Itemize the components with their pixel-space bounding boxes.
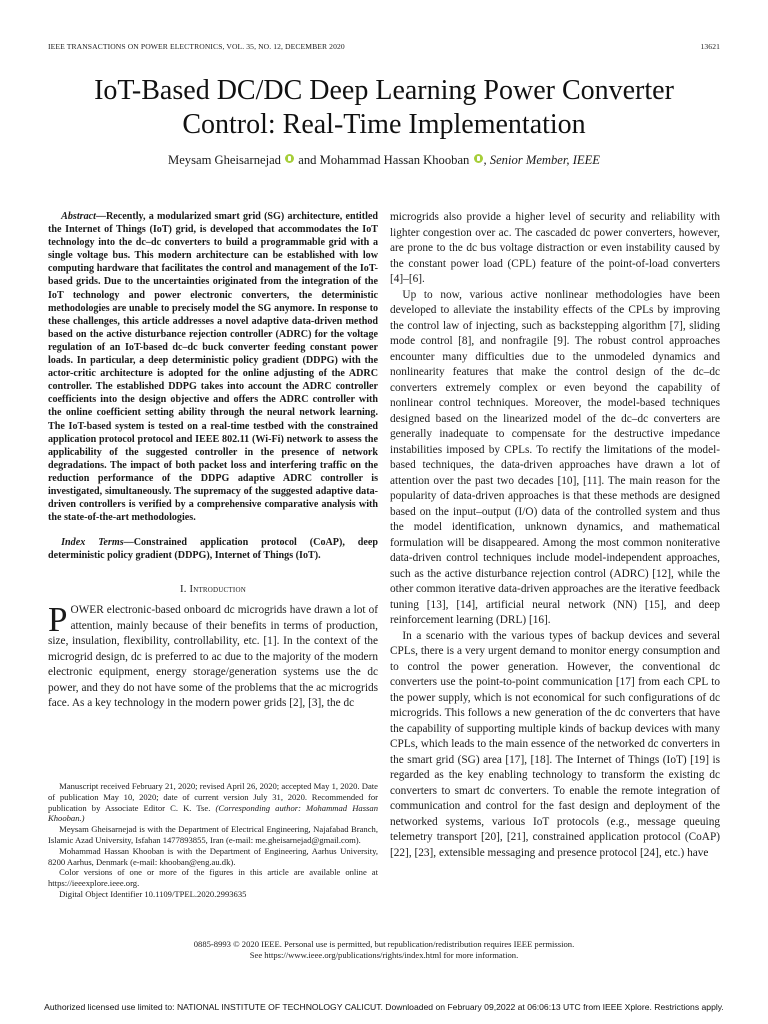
- section-number: I.: [180, 584, 187, 596]
- author-connector: and: [298, 153, 317, 167]
- footnote-doi: Digital Object Identifier 10.1109/TPEL.2020.2993635: [59, 888, 247, 899]
- abstract: [48, 210, 378, 524]
- footnotes: [48, 781, 378, 900]
- intro-paragraph-1: [48, 600, 378, 712]
- footnote-manuscript-text: Manuscript received February 21, 2020; revised April 26, 2020; accepted May 1, 2020. Date of publication May 10, 2020; date of current version July 31, 2020. Recommended for publication by Associate Editor C. K. Tse.: [48, 781, 378, 813]
- paper-title: [40, 74, 728, 142]
- abstract-body: —Recently, a modularized smart grid (SG) architecture, entitled the Internet of Things (IoT) grid, is developed that accommodates the IoT technology into the dc–dc converters to build a programmable grid with a single voltage bus. This modern architecture can be established with low computing hardware that facilitates the control and management of the IoT-based grids. Due to the uncertainties originated from the integration of the IoT technology and power electronic converters, the deterministic methodologies are unable to precisely model the SG anymore. In response to these challenges, this article addresses a novel adaptive data-driven method based on the active disturbance rejection controller (ADRC) for the voltage regulation of an IoT-based dc–dc buck converter feeding constant power loads. In particular, a deep deterministic policy gradient (DDPG) with the actor-critic architecture is adopted for the online adjusting of the ADRC controller. The established DDPG takes into account the ADRC controller coefficients into the design objective and offers the ADRC controller with the online coefficient setting ability through the neural network learning. The IoT-based system is tested on a real-time testbed with the constrained application protocol protocol and IEEE 802.11 (Wi-Fi) network to assess the applicability of the suggested controller in the presence of network degradations. The impact of both packet loss and interfering traffic on the reduction performance of the DDPG adaptive ADRC controller is investigated, simultaneously. The supremacy of the suggested adaptive data-driven controllers is verified by a comprehensive comparative analysis with the state-of-the-art methodologies.: [48, 211, 378, 524]
- section-heading: [48, 584, 378, 595]
- footnote-author-1: Meysam Gheisarnejad is with the Department of Electrical Engineering, Najafabad Branch, Islamic Azad University, Isfahan 1477893855, Iran (e-mail: me.gheisarnejad@gmail.com).: [48, 824, 378, 845]
- footnote-corresponding-author: (Corresponding author: Mohammad Hassan Khooban.): [48, 802, 378, 824]
- copyright-line-2: See https://www.ieee.org/publications/rights/index.html for more information.: [249, 950, 519, 960]
- orcid-icon[interactable]: [285, 154, 294, 163]
- footnote-color-versions: Color versions of one or more of the figures in this article are available online at https://ieeexplore.ieee.org.: [48, 867, 378, 889]
- abstract-label: Abstract: [61, 211, 96, 222]
- author-line: [40, 152, 728, 168]
- author-1-name: Meysam Gheisarnejad: [168, 153, 281, 167]
- title-line-2: Control: Real-Time Implementation: [182, 109, 586, 140]
- left-column: [48, 210, 378, 712]
- journal-info: IEEE TRANSACTIONS ON POWER ELECTRONICS, VOL. 35, NO. 12, DECEMBER 2020: [48, 42, 345, 51]
- access-notice: Authorized licensed use limited to: NATIONAL INSTITUTE OF TECHNOLOGY CALICUT. Downloaded on February 09,2022 at 06:06:13 UTC from IEEE Xplore. Restrictions apply.: [44, 1002, 724, 1012]
- intro-paragraph-1-continued: microgrids also provide a higher level of security and reliability with lighter congestion over ac. The cascaded dc power converters, however, are prone to the dc bus voltage distraction or even instability caused by the constant power load (CPL) feature of the point-of-load converters [4]–[6].: [390, 211, 720, 285]
- index-terms: [48, 536, 378, 562]
- copyright-notice: [60, 939, 708, 961]
- running-header: [48, 42, 720, 54]
- author-2-membership: , Senior Member, IEEE: [483, 153, 600, 167]
- intro-paragraph-3: In a scenario with the various types of backup devices and several CPLs, there is a very urgent demand to monitor energy consumption and to control the power generation. However, the conventional dc converters use the point-to-point communication [17] from each CPL to the power supply, which is not economical for such configurations of dc microgrids. This follows a new generation of the dc converters that have the capability of supporting multiple kinds of backup devices with many CPLs, which leads to the main essence of the networked dc converters in the smart grid (SG) area [17], [18]. The Internet of Things (IoT) [19] is regarded as the key enabling technology to transform the existing dc converters to smart dc converters. To enable the remote integration of communication and control for the fast design and deployment of the networked systems, various IoT protocols (e.g., message queuing telemetry transport [20], [21], constrained application protocol (CoAP) [22], [23], extensible messaging and presence protocol [24], etc.) have: [390, 629, 720, 859]
- right-column: [390, 210, 720, 861]
- author-2-name: Mohammad Hassan Khooban: [319, 153, 470, 167]
- intro-paragraph-2: Up to now, various active nonlinear methodologies have been developed to alleviate the instability effects of the CPLs by improving the control law of injecting, such as backstepping algorithm [7], sliding mode control [8], and nonfragile [9]. The robust control approaches encounter many difficulties due to the unmodeled dynamics and nonlinearity features that make the control design of the dc–dc converters extremely complex or even beyond the capability of nonlinear control techniques. Moreover, the model-based techniques designed based on the linearized model of the dc–dc converters are generally inadequate to compensate for the destructive impedance instabilities imposed by CPLs. To rectify the limitations of the model-based techniques, the data-driven approaches have drawn a lot of attention over the past two decades [10], [11]. The main reason for the popularity of data-driven approaches is that these methods are designed based on the input–output (I/O) data of the controlled system and thus the model identification, unknown dynamics, and mathematical formulation will be disappeared. Among the most common noniterative data-driven control techniques include model-independent approaches, such as the active disturbance rejection control (ADRC) [12], while the other common iterative data-driven approaches are the iterative feedback tuning [13], [14], artificial neural network (NN) [15], and deep reinforcement learning (DRL) [16].: [390, 288, 720, 626]
- drop-cap: P: [48, 600, 68, 640]
- intro-paragraph-1-text: OWER electronic-based onboard dc microgrids have drawn a lot of attention, mainly because of their benefits in terms of production, size, insulation, flexibility, controllability, etc. [1]. In the context of the microgrid design, dc is preferred to ac due to the majority of the modern electronic equipment, energy storage/generation systems use the dc power, and they do not have some of the problems that the ac microgrids face. As a key technology in the modern power grids [2], [3], the dc: [48, 604, 378, 710]
- copyright-line-1: 0885-8993 © 2020 IEEE. Personal use is permitted, but republication/redistribution requires IEEE permission.: [193, 939, 575, 949]
- index-terms-label: Index Terms: [61, 537, 124, 549]
- orcid-icon[interactable]: [474, 154, 483, 163]
- section-title: Introduction: [189, 584, 246, 596]
- title-line-1: IoT-Based DC/DC Deep Learning Power Converter: [94, 75, 674, 106]
- index-terms-body: —Constrained application protocol (CoAP), deep deterministic policy gradient (DDPG), Internet of Things (IoT).: [48, 537, 378, 562]
- footnote-manuscript: [48, 781, 378, 824]
- page-number: 13621: [700, 42, 720, 51]
- footnote-author-2: Mohammad Hassan Khooban is with the Department of Engineering, Aarhus University, 8200 Aarhus, Denmark (e-mail: khooban@eng.au.dk).: [48, 845, 378, 867]
